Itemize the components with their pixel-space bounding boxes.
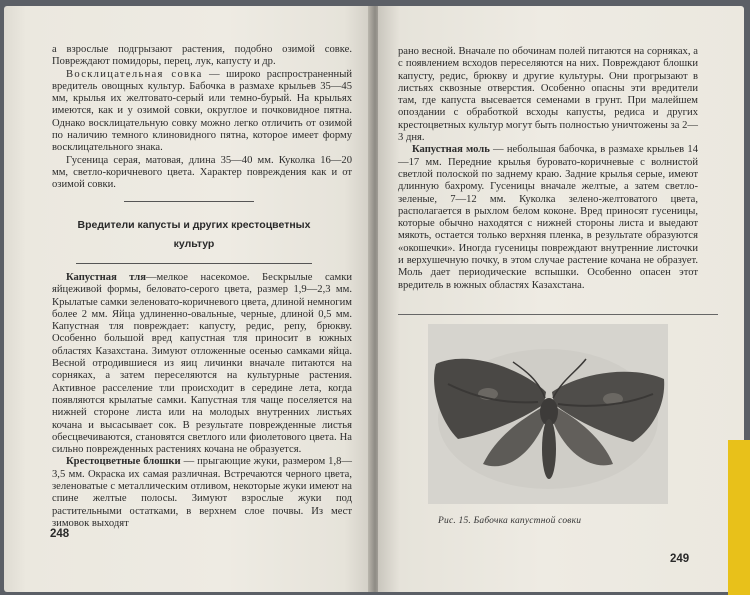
- paragraph: а взрослые подгрызают растения, подобно озимой совке. Повреждают помидоры, перец, лук, капусту и др.: [52, 44, 352, 68]
- section-rule: [124, 201, 254, 202]
- section-heading: Вредители капусты и других крестоцветных культур: [77, 219, 311, 250]
- paragraph: Крестоцветные блошки — прыгающие жуки, размером 1,8—3,5 мм. Окраска их самая различная. Встречаются черного цвета, зеленоватые с металлическим отливом, некоторые жуки имеют на спине желтые полосы. Зимуют взрослые жуки под растительными остатками, в верхнем слое почвы. Из мест зимовок выходят: [52, 456, 352, 529]
- paragraph: Капустная тля—мелкое насекомое. Бескрылые самки яйцеживой формы, беловато-серого цвета, размер 1,9—2,3 мм. Крылатые самки зеленовато-коричневого цвета, длиной немногим более 2 мм. Яйца удлиненно-овальные, черные, длиной 0,5 мм. Капустная тля повреждает: капусту, редис, репу, брюкву. Особенно большой вред капустная тля приносит в южных областях Казахстана. Зимуют отложенные осенью самками яйца. Весной отродившиеся из яиц личинки вначале питаются на сорняках, а затем переселяются на культурные растения. Активное расселение тли происходит в середине лета, когда появляются крылатые самки. Капустная тля чаще поселяется на нижней стороне листа или на молодых внутренних листьях кочана и высасывает сок. В результате поврежденные листья обесцвечиваются, становятся светлого или фиолетового цвета. На сильно поврежденных растениях кочана не образуется.: [52, 272, 353, 456]
- paragraph: Капустная моль — небольшая бабочка, в размахе крыльев 14—17 мм. Передние крылья буровато-коричневые с волнистой светлой полоской по заднему краю. Задние крылья серые, имеют длинную бахрому. Гусеницы вначале желтые, а затем светло-зеленые, 7—12 мм. Куколка зелено-желтоватого цвета, располагается в рыхлом белом коконе. Вред приносят гусеницы, которые обычно находятся с нижней стороны листа и выедают мякоть, остается только верхняя пленка, в результате образуются «окошечки». Иногда гусеницы повреждают внутренние листочки и верхушечную почку, в этом случае растение кочана не образует. Моль дает периодические вспышки. Особенно опасен этот вредитель в южных областях Казахстана.: [398, 144, 698, 291]
- page-number: 249: [670, 553, 690, 565]
- term: Восклицательная совка: [66, 68, 203, 80]
- left-text-top: [52, 44, 352, 192]
- term: Капустная моль: [412, 144, 490, 156]
- right-text: [398, 46, 698, 292]
- section-rule: [76, 263, 312, 264]
- paragraph: рано весной. Вначале по обочинам полей питаются на сорняках, а с появлением всходов переселяются на них. Повреждают блошки капусту, редис, брюкву и другие культуры. Они прогрызают в листьях сквозные отверстия. Особенно опасны эти вредители там, где капуста высевается семенами в грунт. При малейшем опоздании с обработкой всходы капусты, редиса и других крестоцветных культур могут быть полностью уничтожены за 2—3 дня.: [398, 46, 698, 144]
- left-page: [4, 6, 374, 592]
- figure-caption: Рис. 15. Бабочка капустной совки: [438, 516, 582, 526]
- moth-photo: [428, 324, 668, 504]
- yellow-bookmark: [728, 440, 750, 595]
- paragraph: Восклицательная совка — широко распространенный вредитель овощных культур. Бабочка в размахе крыльев 35—45 мм, крылья их желтовато-серый или темно-бурый. На крыльях имеются, как и у озимой совки, округлое и почковидное пятна. Однако восклицательную совку можно легко отличить от озимой по наличию темного клиновидного пятна, которое имеет форму восклицательного знака.: [52, 68, 352, 154]
- right-page: [378, 6, 744, 592]
- figure-rule: [398, 314, 718, 315]
- term: Крестоцветные блошки: [66, 456, 181, 468]
- paragraph: Гусеница серая, матовая, длина 35—40 мм. Куколка 16—20 мм, светло-коричневого цвета. Характер повреждения как и от озимой совки.: [52, 154, 352, 191]
- term: Капустная тля: [66, 272, 146, 283]
- page-number: 248: [50, 528, 70, 540]
- moth-image: [428, 324, 668, 504]
- left-text-bottom: [52, 272, 352, 530]
